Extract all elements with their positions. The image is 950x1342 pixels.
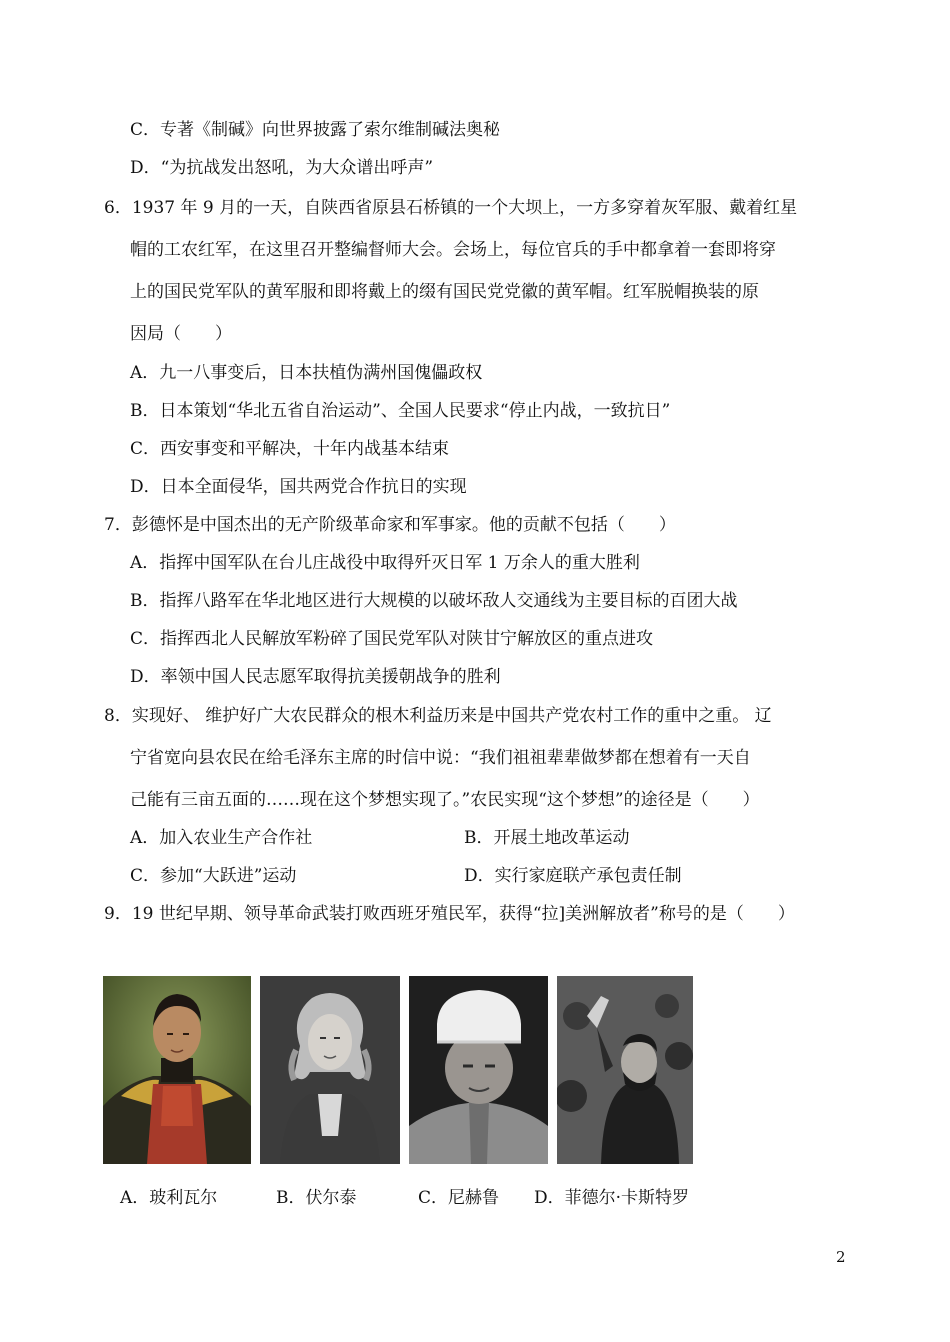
option-c-caption: C．尼赫鲁	[418, 1188, 500, 1208]
page-number: 2	[836, 1248, 846, 1266]
q5-option-c: C．专著《制碱》向世界披露了索尔维制碱法奥秘	[130, 120, 501, 140]
q6-option-d: D．日本全面侵华，国共两党合作抗日的实现	[130, 477, 467, 497]
q8-option-c: C．参加“大跃进”运动	[130, 866, 297, 886]
q6-option-a: A．九一八事变后，日本扶植伪满州国傀儡政权	[130, 363, 483, 383]
q6-stem-line4: 因局（ ）	[130, 324, 232, 344]
portrait-voltaire-image	[260, 976, 400, 1164]
q6-stem-line3: 上的国民党军队的黄军服和即将戴上的缀有国民党党徽的黄军帽。红军脱帽换装的原	[130, 282, 759, 302]
q8-option-a: A．加入农业生产合作社	[130, 828, 313, 848]
q6-option-b: B．日本策划“华北五省自治运动”、全国人民要求“停止内战，一致抗日”	[130, 401, 671, 421]
q5-option-d: D．“为抗战发出怒吼，为大众谱出呼声”	[130, 158, 434, 178]
option-b-caption: B．伏尔泰	[276, 1188, 357, 1208]
q7-stem: 7．彭德怀是中国杰出的无产阶级革命家和军事家。他的贡献不包括（ ）	[104, 515, 676, 535]
q7-option-d: D．率领中国人民志愿军取得抗美援朝战争的胜利	[130, 667, 501, 687]
q8-stem-line1: 8．实现好、 维护好广大农民群众的根木利益历来是中国共产党农村工作的重中之重。 辽	[104, 706, 772, 726]
q7-option-a: A．指挥中国军队在台儿庄战役中取得歼灭日军 1 万余人的重大胜利	[130, 553, 640, 573]
q6-option-c: C．西安事变和平解决，十年内战基本结束	[130, 439, 450, 459]
q6-stem-line1: 6．1937 年 9 月的一天，自陕西省原县石桥镇的一个大坝上，一方多穿着灰军服、戴着红星	[104, 198, 798, 218]
q7-option-b: B．指挥八路军在华北地区进行大规模的以破坏敌人交通线为主要目标的百团大战	[130, 591, 738, 611]
portrait-castro-image	[557, 976, 693, 1164]
option-d-caption: D．菲德尔·卡斯特罗	[534, 1188, 690, 1208]
portrait-nehru-image	[409, 976, 548, 1164]
q6-stem-line2: 帽的工农红军，在这里召开整编督师大会。会场上，每位官兵的手中都拿着一套即将穿	[130, 240, 776, 260]
q8-stem-line3: 己能有三亩五面的……现在这个梦想实现了。”农民实现“这个梦想”的途径是（ ）	[130, 790, 760, 810]
portrait-bolivar-image	[103, 976, 251, 1164]
option-a-caption: A．玻利瓦尔	[120, 1188, 218, 1208]
q8-stem-line2: 宁省宽向县农民在给毛泽东主席的时信中说：“我们祖祖辈辈做梦都在想着有一天自	[130, 748, 751, 768]
q9-stem: 9．19 世纪早期、领导革命武装打败西班牙殖民军，获得“拉]美洲解放者”称号的是（ ）	[104, 904, 795, 924]
q8-option-d: D．实行家庭联产承包责任制	[464, 866, 682, 886]
q7-option-c: C．指挥西北人民解放军粉碎了国民党军队对陕甘宁解放区的重点进攻	[130, 629, 654, 649]
q8-option-b: B．开展土地改革运动	[464, 828, 630, 848]
